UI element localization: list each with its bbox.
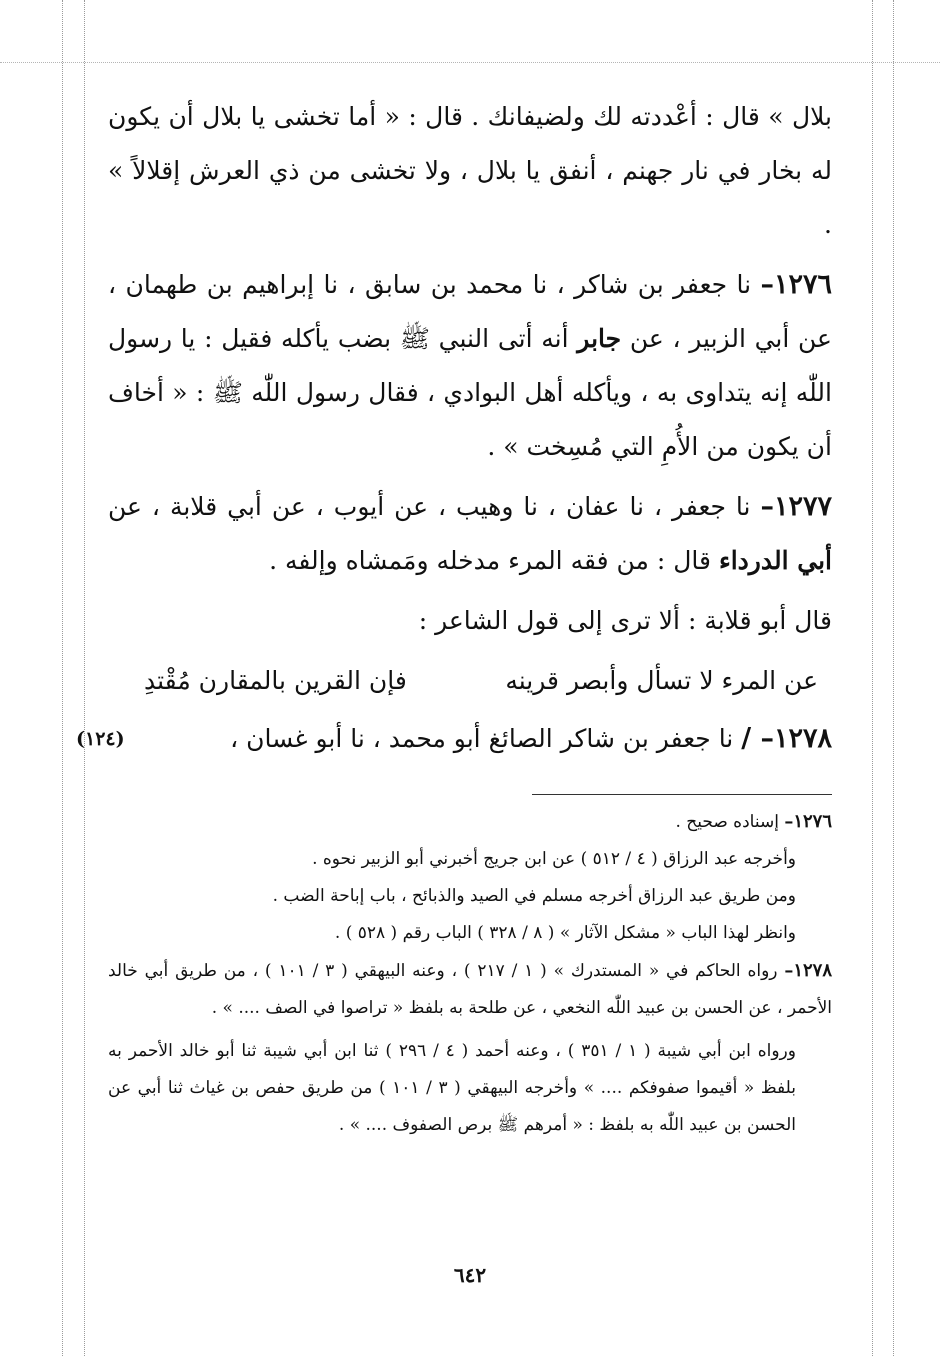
poet-intro: قال أبو قلابة : ألا ترى إلى قول الشاعر : bbox=[418, 606, 832, 635]
page-number: ٦٤٢ bbox=[453, 1263, 487, 1287]
margin-guide-left bbox=[84, 0, 85, 1356]
footnote-1278-para2: ورواه ابن أبي شيبة ( ١ / ٣٥١ ) ، وعنه أحمد ( ٤ / ٢٩٦ ) ثنا ابن أبي شيبة ثنا أبو خالد الأحمر به بلفظ « أقيموا صفوفكم .... » وأخرجه البيهقي ( ٣ / ١٠١ ) من طريق حفص بن غياث ثنا أبي عن الحسن بن عبيد اللّٰه به بلفظ : « أمرهم ﷺ برص الصفوف .... » . bbox=[108, 1041, 796, 1135]
footnote-number-1278: ١٢٧٨– bbox=[784, 960, 833, 981]
hadith-1278 bbox=[76, 712, 832, 766]
footnote-number-1276: ١٢٧٦– bbox=[784, 811, 832, 832]
hadith-1277-text-b: قال : من فقه المرء مدخله ومَمشاه وإلفه . bbox=[269, 546, 711, 575]
margin-guide-left-outer bbox=[62, 0, 63, 1356]
margin-guide-right bbox=[872, 0, 873, 1356]
poem-verse bbox=[108, 654, 832, 708]
margin-reference: (١٢٤) bbox=[76, 728, 125, 750]
hadith-1277-text-a: نا جعفر ، نا عفان ، نا وهيب ، عن أيوب ، عن أبي قلابة ، عن bbox=[108, 492, 751, 521]
footnote-1276-line4: وانظر لهذا الباب « مشكل الآثار » ( ٨ / ٣٢٨ ) الباب رقم ( ٥٢٨ ) . bbox=[334, 923, 796, 943]
hadith-1277 bbox=[108, 480, 832, 588]
hadith-1276-text-b: أنه أتى النبي ﷺ بضب يأكله فقيل : يا رسول اللّٰه إنه يتداوى به ، ويأكله أهل البوادي ، فقال رسول اللّٰه ﷺ : « أخاف أن يكون من الأُمِ التي مُسِخت » . bbox=[108, 324, 832, 461]
paragraph-continuation: بلال » قال : أعْددته لك ولضيفانك . قال : « أما تخشى يا بلال أن يكون له بخار في نار جهنم ، أنفق يا بلال ، ولا تخشى من ذي العرش إقلالاً » . bbox=[108, 102, 832, 239]
footnote-1276-line2: وأخرجه عبد الرزاق ( ٤ / ٥١٢ ) عن ابن جريج أخبرني أبو الزبير نحوه . bbox=[312, 849, 796, 869]
footnote-1276-text1: إسناده صحيح . bbox=[675, 812, 779, 832]
narrator-name-jabir: جابر bbox=[577, 324, 622, 353]
footnote-1278-para1 bbox=[108, 952, 832, 1027]
narrator-name-abu-darda: أبي الدرداء bbox=[718, 546, 832, 575]
page-body bbox=[76, 90, 833, 1144]
footnote-1276-line1 bbox=[108, 803, 832, 841]
footnote-1276-line3: ومن طريق عبد الرزاق أخرجه مسلم في الصيد والذبائح ، باب إباحة الضب . bbox=[272, 886, 796, 906]
verse-second-hemistich: فإن القرين بالمقارن مُقْتدِ bbox=[144, 666, 407, 695]
hadith-1278-text: نا جعفر بن شاكر الصائغ أبو محمد ، نا أبو غسان ، bbox=[230, 724, 734, 753]
hadith-number-1278: ١٢٧٨– / bbox=[741, 723, 832, 754]
hadith-1276-text-a: نا جعفر بن شاكر ، نا محمد بن سابق ، نا إبراهيم بن طهمان ، عن أبي الزبير ، عن bbox=[108, 270, 832, 353]
footnote-divider bbox=[532, 794, 832, 795]
hadith-number-1277: ١٢٧٧– bbox=[760, 491, 832, 522]
margin-guide-right-outer bbox=[893, 0, 894, 1356]
hadith-1276 bbox=[108, 258, 832, 474]
margin-guide-top bbox=[0, 62, 940, 63]
verse-first-hemistich: عن المرء لا تسأل وأبصر قرينه bbox=[505, 666, 818, 695]
footnote-1278-text1: رواه الحاكم في « المستدرك » ( ١ / ٢١٧ ) ، وعنه البيهقي ( ٣ / ١٠١ ) ، من طريق أبي خالد الأحمر ، عن الحسن بن عبيد اللّٰه النخعي ، عن طلحة به بلفظ « تراصوا في الصف .... » . bbox=[108, 961, 832, 1018]
hadith-number-1276: ١٢٧٦– bbox=[760, 269, 832, 300]
